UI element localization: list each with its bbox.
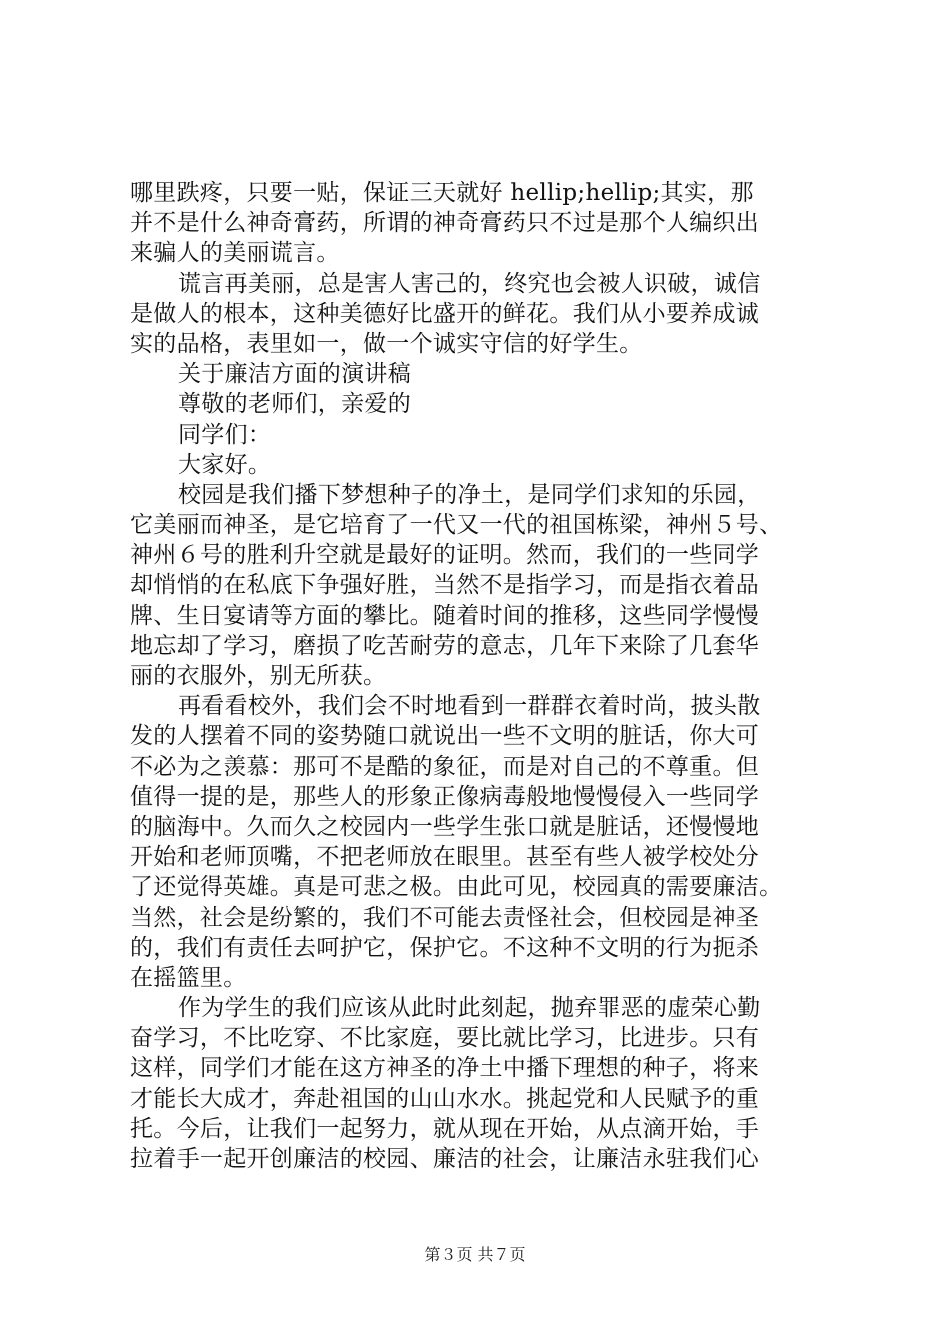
text-line: 来骗人的美丽谎言。: [130, 240, 340, 267]
text-line: 同学们：: [178, 421, 272, 448]
text-line: 拉着手一起开创廉洁的校园、廉洁的社会，让廉洁永驻我们心: [130, 1146, 760, 1172]
text-line: 才能长大成才，奔赴祖国的山山水水。挑起党和人民赋予的重: [130, 1085, 760, 1112]
text-line: 它美丽而神圣，是它培育了一代又一代的祖国栋梁，神州５号、: [130, 512, 783, 539]
text-line: 值得一提的是，那些人的形象正像病毒般地慢慢侵入一些同学: [130, 783, 760, 810]
text-line: 发的人摆着不同的姿势随口就说出一些不文明的脏话，你大可: [130, 723, 760, 750]
text-line: 了还觉得英雄。真是可悲之极。由此可见，校园真的需要廉洁。: [130, 874, 783, 901]
text-line: 在摇篮里。: [130, 964, 247, 991]
text-line: 尊敬的老师们，亲爱的: [178, 391, 411, 418]
text-line: 大家好。: [178, 451, 272, 478]
text-line: 是做人的根本，这种美德好比盛开的鲜花。我们从小要养成诚: [130, 300, 760, 327]
text-line: 实的品格，表里如一，做一个诚实守信的好学生。: [130, 330, 643, 357]
text-line: 开始和老师顶嘴，不把老师放在眼里。甚至有些人被学校处分: [130, 844, 760, 871]
text-line: 地忘却了学习，磨损了吃苦耐劳的意志，几年下来除了几套华: [130, 632, 760, 659]
text-line: 这样，同学们才能在这方神圣的净土中播下理想的种子，将来: [130, 1055, 760, 1082]
text-line: 不必为之羡慕：那可不是酷的象征，而是对自己的不尊重。但: [130, 753, 760, 780]
text-line: 却悄悄的在私底下争强好胜，当然不是指学习，而是指衣着品: [130, 572, 760, 599]
text-line: 校园是我们播下梦想种子的净土，是同学们求知的乐园，: [178, 481, 761, 508]
text-line: 的，我们有责任去呵护它，保护它。不这种不文明的行为扼杀: [130, 934, 760, 961]
page-footer: 第３页 共７页: [424, 1245, 526, 1264]
text-line: 牌、生日宴请等方面的攀比。随着时间的推移，这些同学慢慢: [130, 602, 760, 629]
text-line: 并不是什么神奇膏药，所谓的神奇膏药只不过是那个人编织出: [130, 210, 760, 237]
text-line: 作为学生的我们应该从此时此刻起，抛弃罪恶的虚荣心勤: [178, 995, 761, 1022]
document-body: [130, 178, 840, 1174]
text-line: 奋学习，不比吃穿、不比家庭，要比就比学习，比进步。只有: [130, 1025, 760, 1052]
text-line: 神州６号的胜利升空就是最好的证明。然而，我们的一些同学: [130, 542, 760, 569]
text-line: 丽的衣服外，别无所获。: [130, 663, 387, 689]
text-line: 谎言再美丽，总是害人害己的，终究也会被人识破，诚信: [178, 270, 761, 297]
text-line: 哪里跌疼，只要一贴，保证三天就好 hellip;hellip;其实，那: [130, 180, 754, 206]
text-line: 关于廉洁方面的演讲稿: [178, 361, 411, 388]
text-line: 托。今后，让我们一起努力，就从现在开始，从点滴开始，手: [130, 1115, 760, 1142]
text-line: 的脑海中。久而久之校园内一些学生张口就是脏话，还慢慢地: [130, 813, 760, 840]
text-line: 当然，社会是纷繁的，我们不可能去责怪社会，但校园是神圣: [130, 904, 760, 931]
text-line: 再看看校外，我们会不时地看到一群群衣着时尚，披头散: [178, 693, 761, 720]
